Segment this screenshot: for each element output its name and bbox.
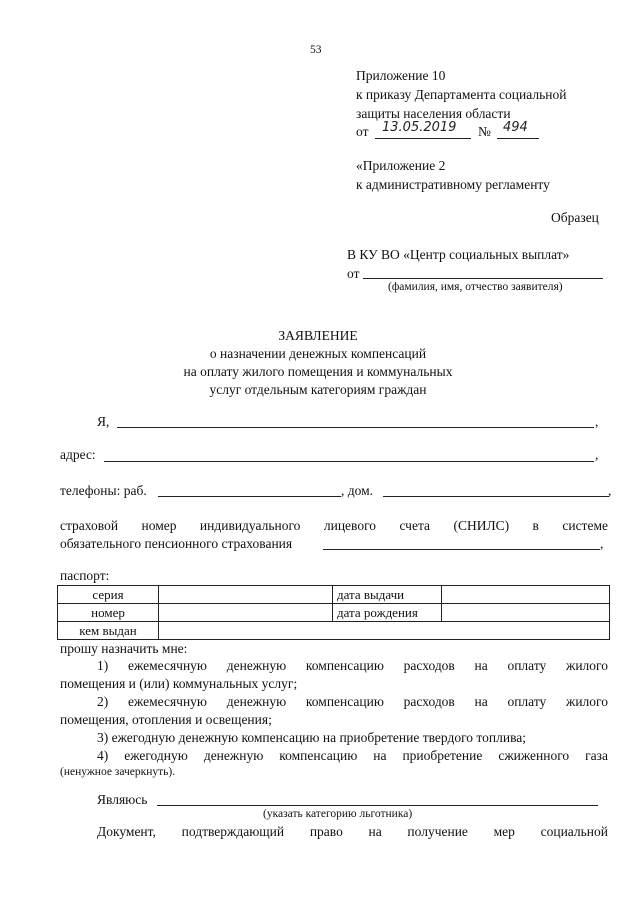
passport-birth-date-value [442,604,610,622]
title-line-2: на оплату жилого помещения и коммунальных [183,364,453,379]
work-phone-line [158,496,341,497]
snils-line-2: обязательного пенсионного страхования [60,536,293,551]
table-row [58,622,610,640]
sample-label: Образец [551,210,599,225]
passport-issued-by-value [159,622,610,640]
number-underline [497,138,539,139]
appendix-department-line: защиты населения области [356,106,511,121]
title-line-3: услуг отдельным категориям граждан [209,382,427,397]
request-item-2b: помещения, отопления и освещения; [60,712,272,727]
category-hint: (указать категорию льготника) [263,808,413,820]
addressee-to: В КУ ВО «Центр социальных выплат» [347,247,570,262]
appendix-date-prefix: от [356,124,369,139]
comma: , [595,414,599,429]
request-item-4: 4) ежегодную денежную компенсацию на приобретение сжиженного газа [97,748,608,763]
passport-table [57,585,610,640]
home-phone-line [383,496,609,497]
appendix2-title: «Приложение 2 [356,158,446,173]
snils-number-line [323,549,600,550]
appendix2-regulation: к административному регламенту [356,177,550,192]
passport-issued-by-label: кем выдан [58,622,159,640]
document-title: ЗАЯВЛЕНИЕ [278,328,358,343]
comma: , [595,447,599,462]
applicant-name-line [363,278,603,279]
full-name-line [117,427,594,428]
date-underline [375,138,471,139]
i-label: Я, [97,414,110,429]
order-date: 13.05.2019 [382,120,457,135]
table-row [58,586,610,604]
request-item-1a: 1) ежемесячную денежную компенсацию расходов на оплату жилого [97,658,608,673]
passport-series-value [159,586,333,604]
address-line [104,461,594,462]
home-phone-label: , дом. [341,483,374,498]
applicant-name-hint: (фамилия, имя, отчество заявителя) [388,281,563,293]
passport-label: паспорт: [60,568,110,583]
comma: , [600,536,604,551]
passport-issue-date-label: дата выдачи [333,586,442,604]
request-intro: прошу назначить мне: [60,641,188,656]
title-line-1: о назначении денежных компенсаций [209,346,427,361]
order-number-prefix: № [478,124,491,139]
passport-birth-date-label: дата рождения [333,604,442,622]
address-label: адрес: [60,447,96,462]
category-label: Являюсь [97,792,148,807]
work-phone-label: телефоны: раб. [60,483,147,498]
snils-line-1: страховой номер индивидуального лицевого счета (СНИЛС) в системе [60,518,608,533]
passport-series-label: серия [58,586,159,604]
document-line: Документ, подтверждающий право на получение мер социальной [97,824,608,839]
request-item-3: 3) ежегодную денежную компенсацию на приобретение твердого топлива; [97,730,527,745]
passport-issue-date-value [442,586,610,604]
passport-number-value [159,604,333,622]
addressee-from-prefix: от [347,266,360,281]
comma: , [608,483,612,498]
request-item-2a: 2) ежемесячную денежную компенсацию расходов на оплату жилого [97,694,608,709]
page-number: 53 [310,44,322,56]
passport-number-label: номер [58,604,159,622]
category-line [157,805,598,806]
order-number: 494 [503,120,528,135]
table-row [58,604,610,622]
request-item-1b: помещения и (или) коммунальных услуг; [60,676,298,691]
appendix-order-line: к приказу Департамента социальной [356,87,567,102]
appendix-title: Приложение 10 [356,68,446,83]
strike-note: (ненужное зачеркнуть). [60,766,176,778]
